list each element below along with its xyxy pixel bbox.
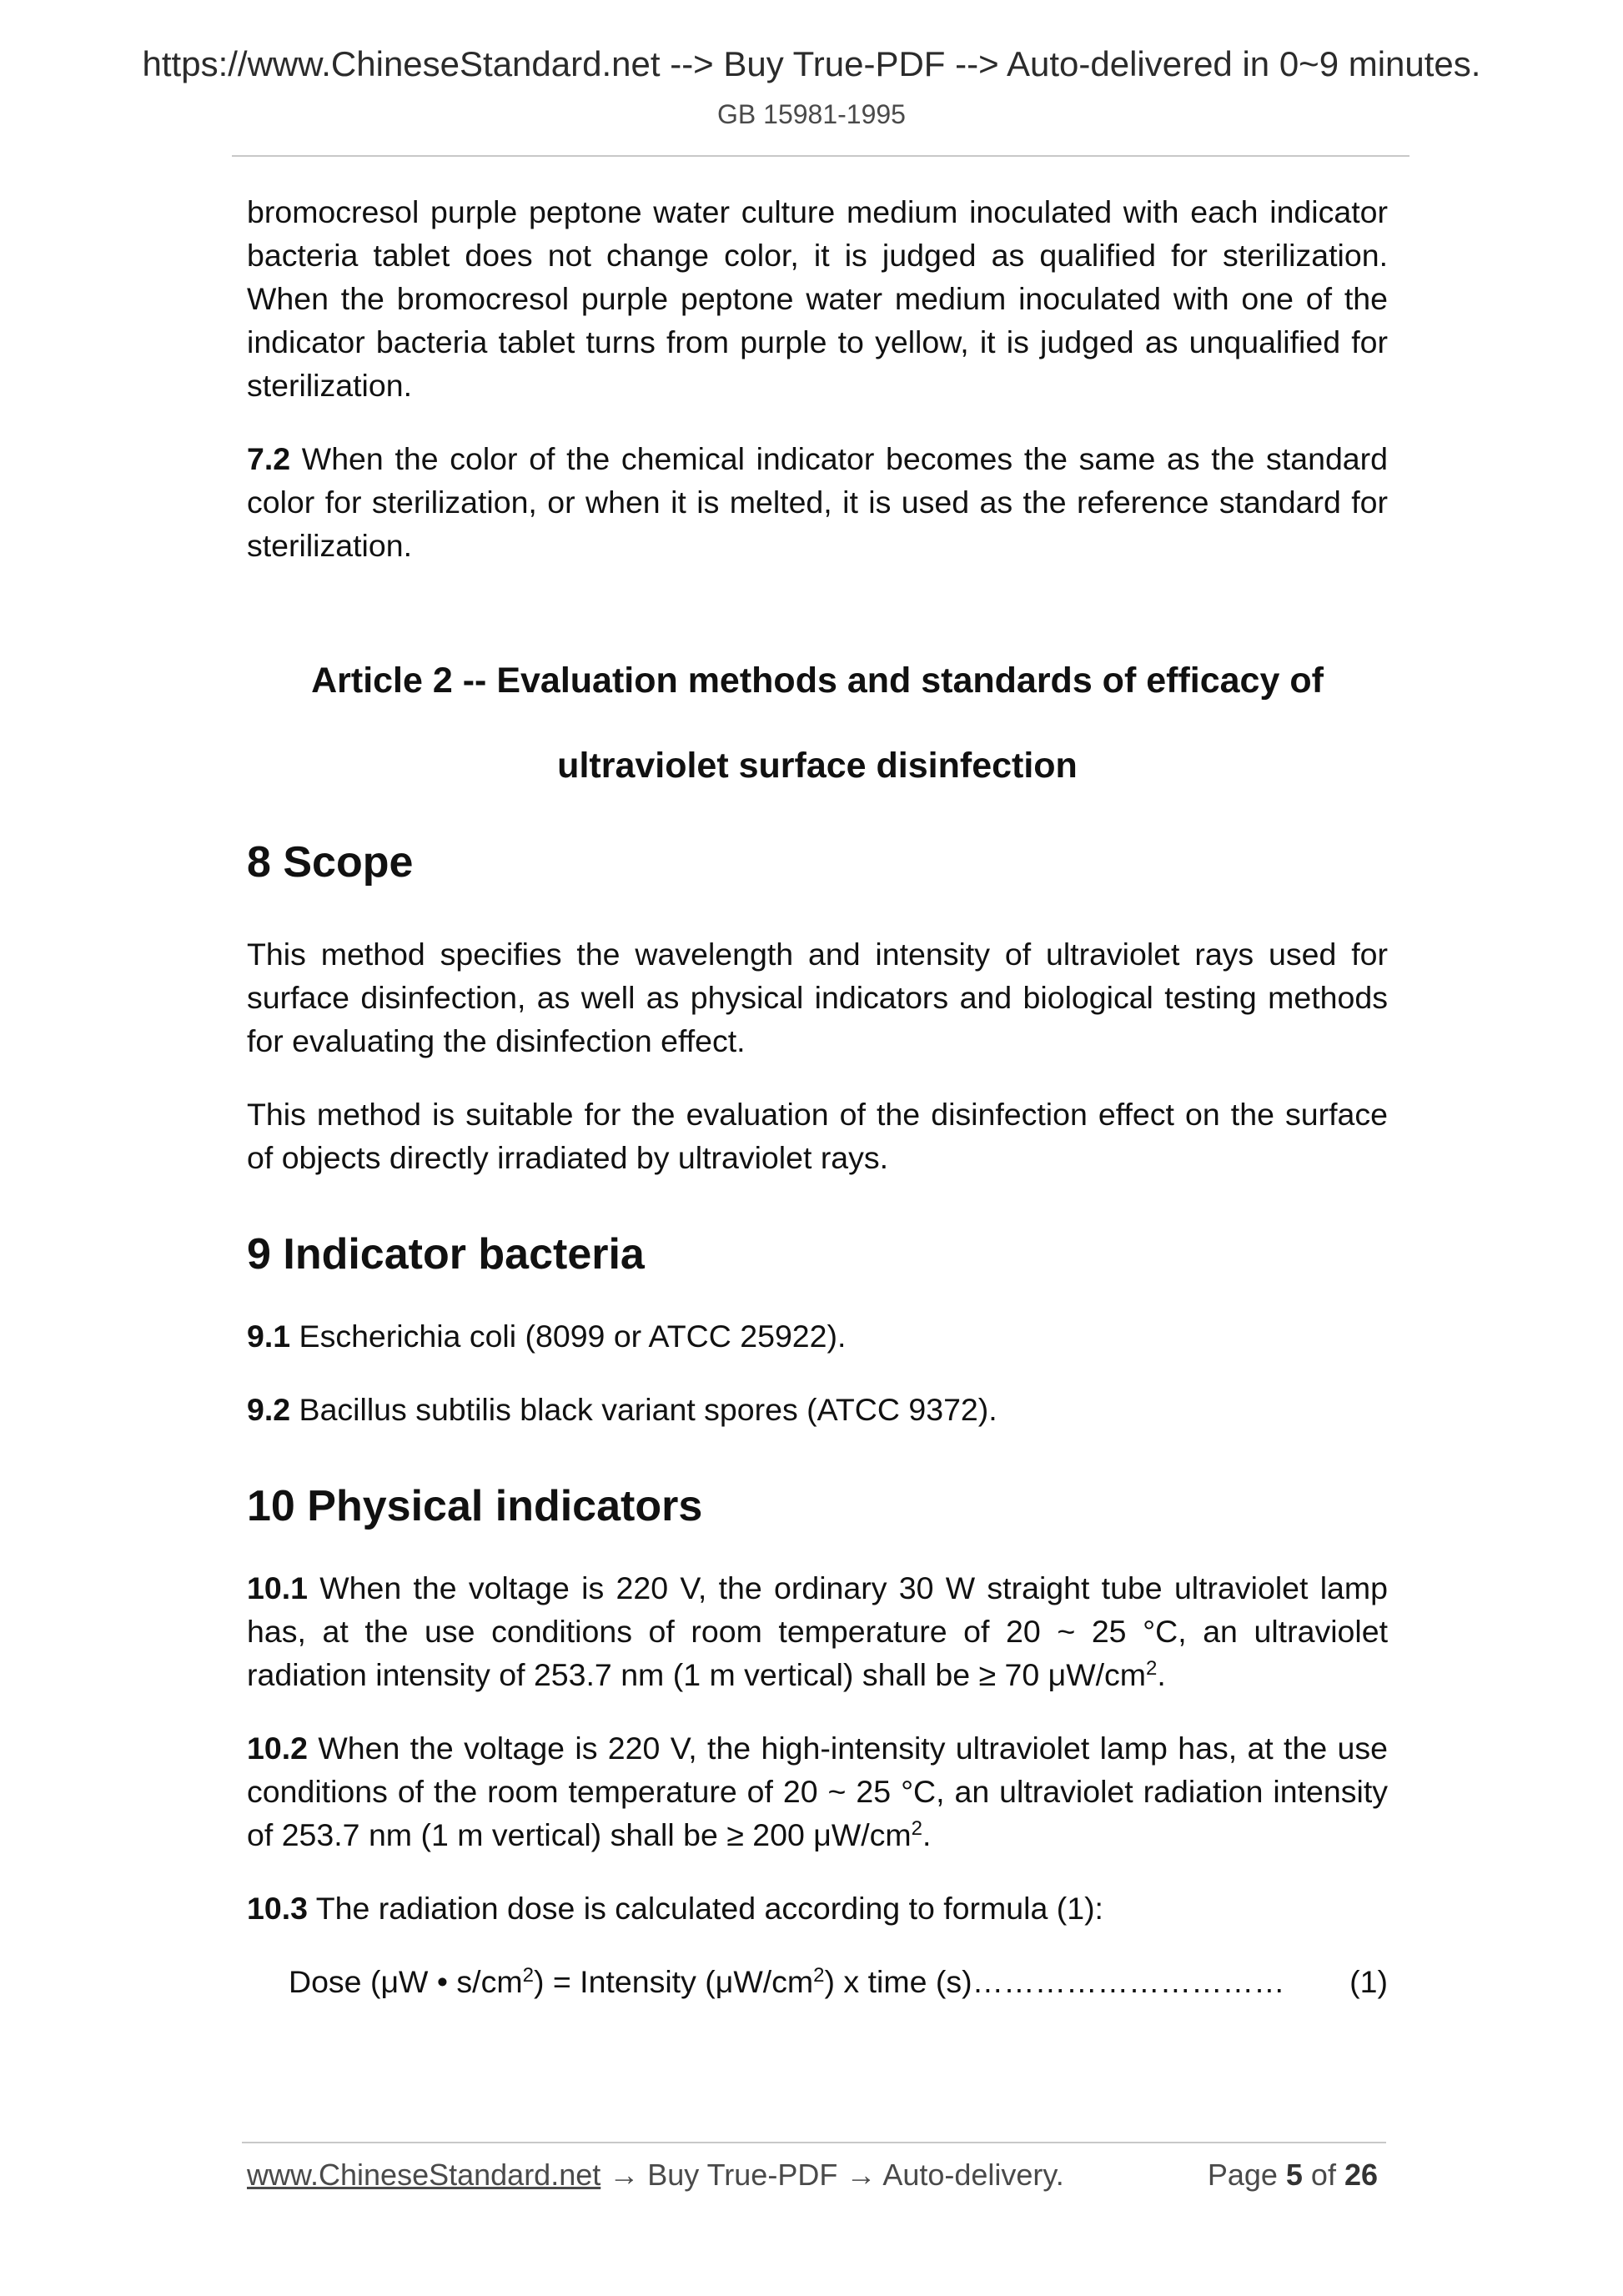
- footer-tagline: → Buy True-PDF → Auto-delivery.: [600, 2158, 1064, 2192]
- article-title-line-1: Article 2 -- Evaluation methods and standards of efficacy of: [311, 661, 1324, 701]
- clause-10-3: [247, 1887, 1388, 1930]
- current-page: 5: [1285, 2158, 1303, 2192]
- page-header: [0, 43, 1623, 131]
- document-body: [247, 190, 1388, 2003]
- header-url-line: https://www.ChineseStandard.net --> Buy True-PDF --> Auto-delivered in 0~9 minutes.: [142, 44, 1481, 83]
- formula-part: ) x time (s)…………………………: [824, 1964, 1285, 1999]
- clause-number: 9.1: [247, 1319, 291, 1354]
- clause-text: The radiation dose is calculated according to formula (1):: [308, 1891, 1103, 1926]
- footer-divider: [242, 2142, 1386, 2143]
- clause-number: 7.2: [247, 441, 291, 476]
- clause-end: .: [1157, 1657, 1166, 1692]
- clause-text: Bacillus subtilis black variant spores (ATCC 9372).: [290, 1392, 997, 1427]
- section-9-heading: 9 Indicator bacteria: [247, 1230, 645, 1279]
- page-footer: [247, 2157, 1378, 2193]
- clause-7-2: [247, 437, 1388, 567]
- section-8-heading: 8 Scope: [247, 838, 414, 887]
- clause-9-1: [247, 1314, 1388, 1358]
- clause-text: When the voltage is 220 V, the high-intensity ultraviolet lamp has, at the use conditions of the room temperature of 20 ~ 25 °C, an ultraviolet radiation intensity of 253.7 nm (1 m vertical) shall be ≥ 200 μW/cm: [247, 1731, 1388, 1852]
- total-pages: 26: [1344, 2158, 1378, 2192]
- clause-text: When the color of the chemical indicator becomes the same as the standard color for sterilization, or when it is melted, it is used as the reference standard for sterilization.: [247, 441, 1388, 563]
- formula-expression: [289, 1960, 1285, 2003]
- intro-paragraph: bromocresol purple peptone water culture medium inoculated with each indicator bacteria tablet does not change color, it is judged as qualified for sterilization. When the bromocresol purple peptone water medium inoculated with one of the indicator bacteria tablet turns from purple to yellow, it is judged as unqualified for sterilization.: [247, 194, 1388, 403]
- superscript: 2: [522, 1964, 534, 1987]
- page-word: Page: [1207, 2158, 1286, 2192]
- formula-part: Dose (μW • s/cm: [289, 1964, 523, 1999]
- clause-10-2: [247, 1726, 1388, 1856]
- superscript: 2: [1146, 1657, 1158, 1680]
- clause-number: 10.3: [247, 1891, 308, 1926]
- clause-text: When the voltage is 220 V, the ordinary 30 W straight tube ultraviolet lamp has, at the use conditions of room temperature of 20 ~ 25 °C, an ultraviolet radiation intensity of 253.7 nm (1 m vertical) shall be ≥ 70 μW/cm: [247, 1570, 1388, 1692]
- scope-paragraph-2: This method is suitable for the evaluation of the disinfection effect on the surface of objects directly irradiated by ultraviolet rays.: [247, 1097, 1388, 1175]
- clause-10-1: [247, 1566, 1388, 1696]
- clause-number: 10.1: [247, 1570, 308, 1605]
- article-title-line-2: ultraviolet surface disinfection: [557, 746, 1078, 786]
- of-word: of: [1302, 2158, 1344, 2192]
- superscript: 2: [813, 1964, 825, 1987]
- clause-text: Escherichia coli (8099 or ATCC 25922).: [290, 1319, 847, 1354]
- clause-9-2: [247, 1388, 1388, 1431]
- header-divider: [232, 155, 1409, 157]
- scope-paragraph-1: This method specifies the wavelength and intensity of ultraviolet rays used for surface disinfection, as well as physical indicators and biological testing methods for evaluating the disinfection effect.: [247, 937, 1388, 1058]
- dose-formula: [289, 1960, 1388, 2003]
- formula-number: (1): [1349, 1964, 1388, 1999]
- superscript: 2: [911, 1817, 922, 1840]
- page-indicator: [1208, 2157, 1378, 2193]
- footer-left: [247, 2157, 1064, 2193]
- standard-number: GB 15981-1995: [717, 99, 906, 130]
- clause-end: .: [922, 1817, 932, 1852]
- footer-site-link[interactable]: www.ChineseStandard.net: [247, 2158, 601, 2192]
- section-10-heading: 10 Physical indicators: [247, 1482, 703, 1530]
- clause-number: 10.2: [247, 1731, 308, 1766]
- formula-part: ) = Intensity (μW/cm: [533, 1964, 814, 1999]
- clause-number: 9.2: [247, 1392, 291, 1427]
